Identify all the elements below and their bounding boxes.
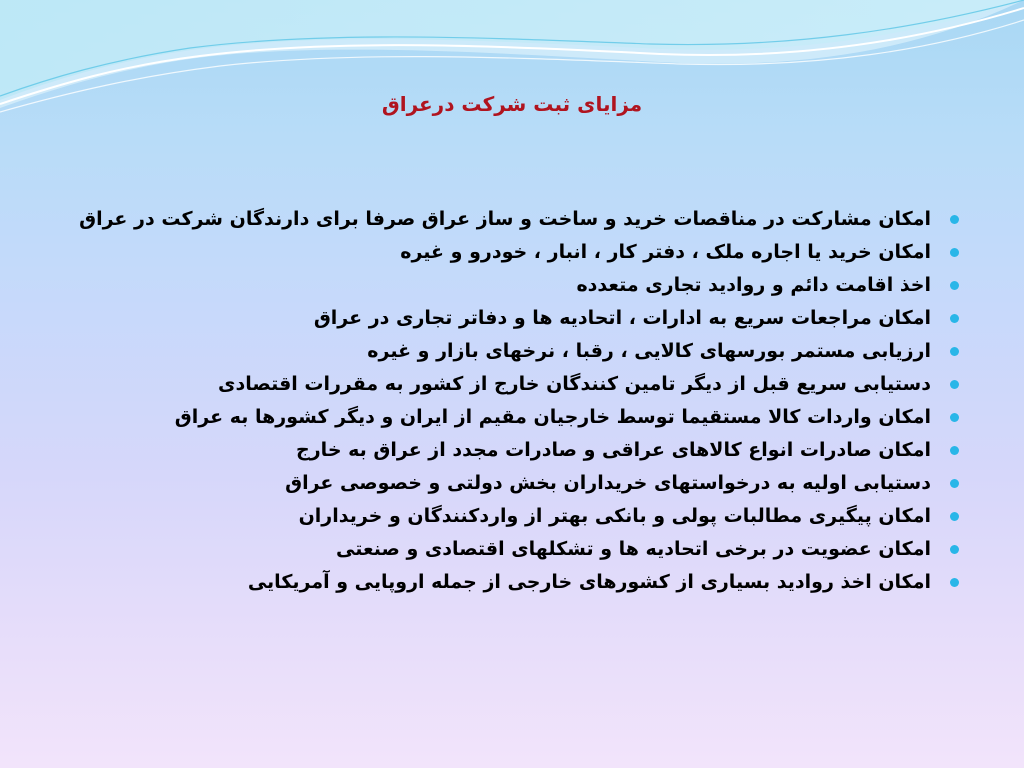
list-item: [70, 500, 962, 533]
bullet-dot-icon: [950, 281, 959, 290]
bullet-dot-icon: [950, 314, 959, 323]
bullet-dot-icon: [950, 578, 959, 587]
list-item-text: امکان اخذ روادید بسیاری از کشورهای خارجی از جمله اروپایی و آمریکایی: [247, 571, 931, 593]
list-item: [70, 434, 962, 467]
list-item-text: امکان خرید یا اجاره ملک ، دفتر کار ، انبار ، خودرو و غیره: [400, 241, 931, 263]
list-item-text: امکان واردات کالا مستقیما توسط خارجیان مقیم از ایران و دیگر کشورها به عراق: [174, 406, 931, 428]
list-item: [70, 203, 962, 236]
list-item: [70, 467, 962, 500]
bullet-dot-icon: [950, 479, 959, 488]
list-item: [70, 566, 962, 599]
list-item: [70, 368, 962, 401]
list-item-text: دستیابی سریع قبل از دیگر تامین کنندگان خارج از کشور به مقررات اقتصادی: [218, 373, 931, 395]
list-item-text: امکان مراجعات سریع به ادارات ، اتحادیه ها و دفاتر تجاری در عراق: [313, 307, 931, 329]
list-item-text: امکان پیگیری مطالبات پولی و بانکی بهتر از واردکنندگان و خریداران: [298, 505, 931, 527]
list-item: [70, 533, 962, 566]
list-item-text: امکان عضویت در برخی اتحادیه ها و تشکلهای اقتصادی و صنعتی: [336, 538, 931, 560]
list-item: [70, 236, 962, 269]
list-item-text: امکان مشارکت در مناقصات خرید و ساخت و ساز عراق صرفا برای دارندگان شرکت در عراق: [79, 208, 931, 230]
list-item-text: دستیابی اولیه به درخواستهای خریداران بخش دولتی و خصوصی عراق: [285, 472, 931, 494]
list-item: [70, 401, 962, 434]
bullet-dot-icon: [950, 347, 959, 356]
bullet-dot-icon: [950, 512, 959, 521]
bullet-dot-icon: [950, 446, 959, 455]
bullet-dot-icon: [950, 215, 959, 224]
bullet-dot-icon: [950, 380, 959, 389]
bullet-dot-icon: [950, 248, 959, 257]
slide-title: مزایای ثبت شرکت درعراق: [381, 92, 643, 116]
list-item-text: اخذ اقامت دائم و روادید تجاری متعدده: [576, 274, 931, 296]
bullet-list: [70, 203, 962, 599]
list-item: [70, 335, 962, 368]
list-item-text: امکان صادرات انواع کالاهای عراقی و صادرات مجدد از عراق به خارج: [296, 439, 931, 461]
bullet-dot-icon: [950, 413, 959, 422]
bullet-dot-icon: [950, 545, 959, 554]
list-item: [70, 269, 962, 302]
list-item-text: ارزیابی مستمر بورسهای کالایی ، رقبا ، نرخهای بازار و غیره: [367, 340, 931, 362]
list-item: [70, 302, 962, 335]
